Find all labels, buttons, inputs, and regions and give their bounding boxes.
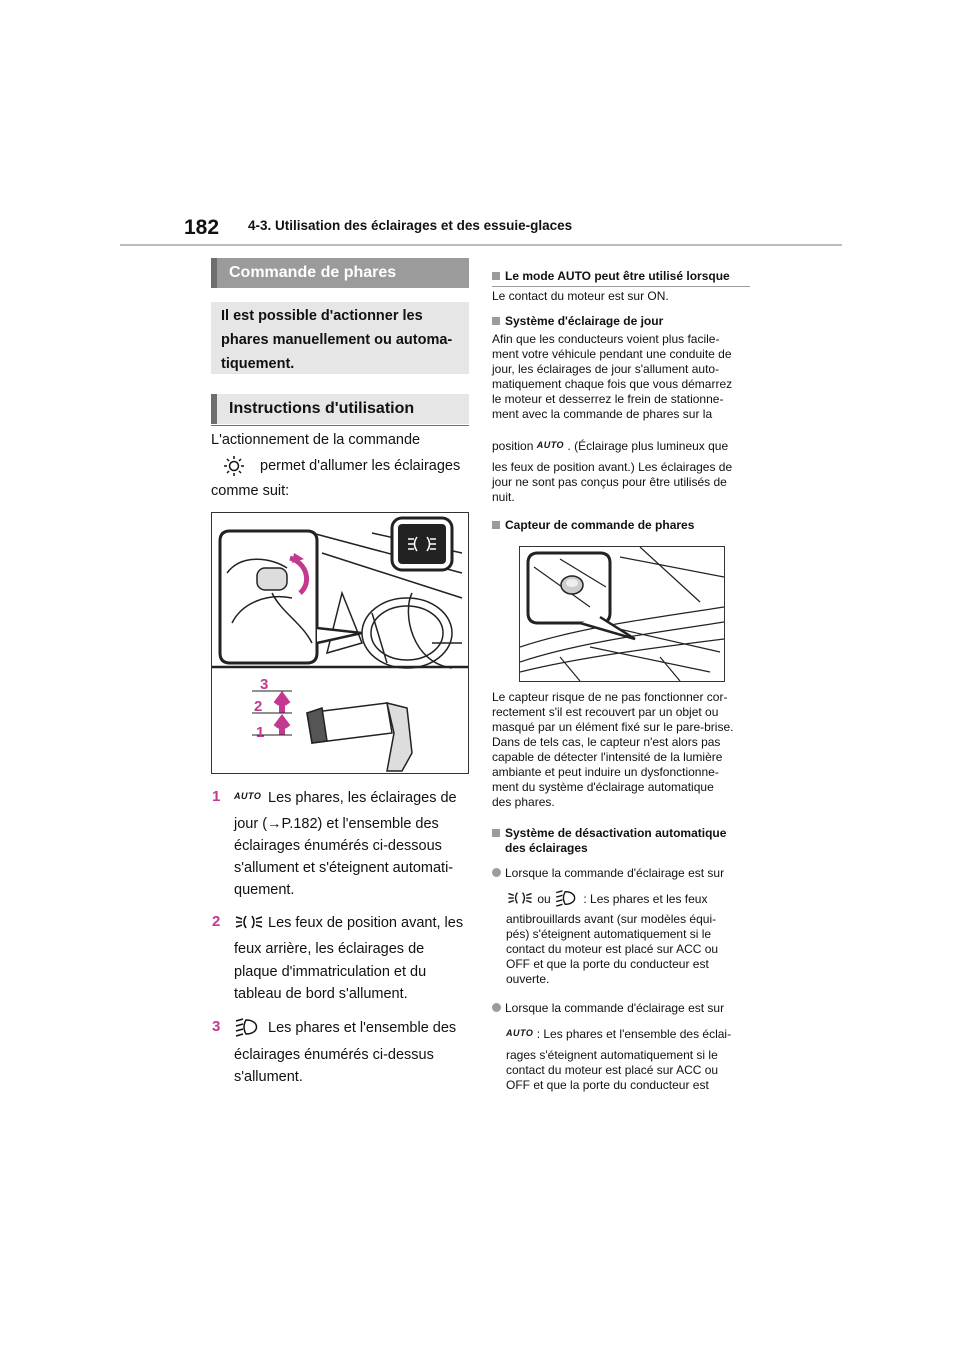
position-light-icon xyxy=(234,913,264,936)
auto-icon: AUTO xyxy=(536,440,565,450)
item-1-line: s'allument et s'éteignent automati- xyxy=(234,860,454,876)
bullet-1-icons-line: ou : Les phares et les feux xyxy=(506,889,707,907)
page-number: 182 xyxy=(184,216,220,239)
item-1-line: Les phares, les éclairages de xyxy=(268,790,457,806)
square-bullet-icon xyxy=(492,521,500,529)
item-2-line: plaque d'immatriculation et du xyxy=(234,964,427,980)
sensor-title: Capteur de commande de phares xyxy=(492,518,694,533)
round-bullet-icon xyxy=(492,1003,501,1012)
auto-title-rule xyxy=(492,286,750,287)
bullet-1-paragraph: antibrouillards avant (sur modèles équi- pés) s'éteignent automatiquement si le contact du moteur est placé sur ACC ou OFF et que la porte du conducteur est ouverte. xyxy=(506,912,719,986)
drl-title: Système d'éclairage de jour xyxy=(492,314,663,329)
figure-headlight-switch xyxy=(211,512,469,774)
section-title: 4-3. Utilisation des éclairages et des essuie-glaces xyxy=(248,218,573,233)
drl-position-line: position AUTO . (Éclairage plus lumineux que xyxy=(492,439,729,453)
item-1-line: éclairages énumérés ci-dessous xyxy=(234,838,442,854)
square-bullet-icon xyxy=(492,317,500,325)
bullet-1-line: Lorsque la commande d'éclairage est sur xyxy=(492,866,724,881)
item-1-line: quement. xyxy=(234,882,295,898)
item-2-line: feux arrière, les éclairages de xyxy=(234,941,425,957)
item-2-line: tableau de bord s'allument. xyxy=(234,986,408,1002)
sensor-paragraph: Le capteur risque de ne pas fonctionner cor- rectement s'il est recouvert par un objet ou masqué par un élément fixé sur le pare-brise. Dans de tels cas, le capteur n'est alors pas capable de détecter l'intensité de la lumière ambiante et peut induire un dysfonctionne- ment du système d'éclairage automatique des phares. xyxy=(492,690,734,809)
auto-mode-text: Le contact du moteur est sur ON. xyxy=(492,289,669,303)
para-actionnement: L'actionnement de la commande xyxy=(211,432,421,448)
figure-label-3: 3 xyxy=(260,676,269,693)
headlight-switch-icon xyxy=(222,455,246,482)
figure-label-2: 2 xyxy=(254,698,263,715)
intro-line: tiquement. xyxy=(221,356,295,372)
para-permet: permet d'allumer les éclairages xyxy=(260,458,461,474)
para-comme-suit: comme suit: xyxy=(211,483,290,499)
auto-icon: AUTO xyxy=(506,1028,534,1038)
item-2-line: Les feux de position avant, les xyxy=(268,915,464,931)
bullet-2-icons-line: AUTO : Les phares et l'ensemble des éclai- xyxy=(506,1027,732,1041)
figure-label-1: 1 xyxy=(256,724,265,741)
intro-line: phares manuellement ou automa- xyxy=(221,332,453,348)
auto-icon: AUTO xyxy=(234,791,262,801)
item-3-line: éclairages énumérés ci-dessus xyxy=(234,1047,434,1063)
heading-underline xyxy=(211,425,469,426)
item-3-line: Les phares et l'ensemble des xyxy=(268,1020,457,1036)
headlight-icon xyxy=(234,1017,262,1042)
item-1-line: jour (→P.182) et l'ensemble des xyxy=(234,816,439,832)
item-3-line: s'allument. xyxy=(234,1069,303,1085)
position-light-icon xyxy=(506,890,534,906)
drl-paragraph: Afin que les conducteurs voient plus facile- ment votre véhicule pendant une conduite de jour, les éclairages de jour s'allument auto- matiquement chaque fois que vous démarrez le moteur et desserrez le frein de stationne- ment avec la commande de phares sur la xyxy=(492,332,733,421)
intro-box xyxy=(211,302,469,374)
item-2-number: 2 xyxy=(212,913,221,930)
intro-line: Il est possible d'actionner les xyxy=(221,308,423,324)
heading-instructions: Instructions d'utilisation xyxy=(211,394,469,424)
item-1-number: 1 xyxy=(212,788,221,805)
auto-off-title: Système de désactivation automatique des éclairages xyxy=(492,826,726,856)
figure-sensor xyxy=(519,546,725,682)
heading-commande-de-phares: Commande de phares xyxy=(211,258,469,288)
headlight-icon xyxy=(554,889,580,907)
square-bullet-icon xyxy=(492,829,500,837)
round-bullet-icon xyxy=(492,868,501,877)
bullet-2-paragraph: rages s'éteignent automatiquement si le contact du moteur est placé sur ACC ou OFF et que la porte du conducteur est xyxy=(506,1048,719,1092)
drl-paragraph-cont: les feux de position avant.) Les éclairages de jour ne sont pas conçus pour être utilisés de nuit. xyxy=(492,460,733,504)
auto-mode-title: Le mode AUTO peut être utilisé lorsque xyxy=(492,269,730,284)
header-rule xyxy=(120,244,842,246)
bullet-2-line: Lorsque la commande d'éclairage est sur xyxy=(492,1001,724,1016)
item-3-number: 3 xyxy=(212,1018,221,1035)
square-bullet-icon xyxy=(492,272,500,280)
